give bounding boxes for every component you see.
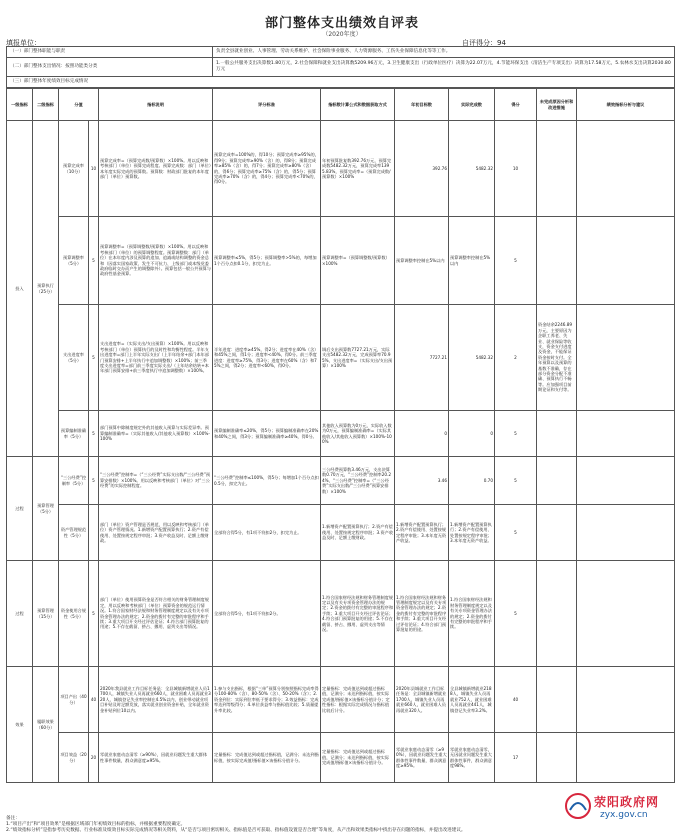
reason-cell (537, 733, 577, 783)
indicator-name: 项目效益（20分） (59, 733, 89, 783)
formula: 定量指标：完成值达到或超过指标值，记满分；未达到指标值，按实际完成值/指标值×该指标分值计分。 (321, 733, 395, 783)
reason-cell: 资金结余2246.89万元，主要原因为企职工养老、失业、就业保险等收支，资金支付进度及资金，不能保证资金按时支付。全年预算以及预算的基数不准确，存在部分资金分配不准确、预算执行不畅等。应加强项目前期论证和支付等。 (537, 305, 577, 411)
target-value: 零就业家庭动态清零（≥90%），因就业问题发生重大群体性事件数量，群众满意度≥95%。 (395, 733, 449, 783)
info-row (7, 47, 675, 58)
scoring-standard: “三公经费”控制率≤100%，得5分；每增加1个百分点扣0.5分，扣完为止。 (213, 457, 321, 505)
score-value: 5 (495, 217, 537, 305)
performance-table (6, 88, 675, 783)
table-row (7, 217, 675, 305)
info-label: （一）部门整体职能与职责 (7, 47, 213, 58)
actual-value: 0.70 (449, 457, 495, 505)
scoring-standard: 半年进度：进度率≥45%，得2分；进度率在40%（含）和45%之间，得1分；进度率<40%，得0分。前三季度进度：进度率≥75%，得3分；进度率在60%（含）和75%之间，得2分；进度率<60%，得0分。 (213, 305, 321, 411)
indicator-desc: 部门（单位）使用预算资金是否符合相关的财务管理制度规定，用以反映和考核部门（单位）预算资金的规范运行情况。1.符合国家财经法规和财务管理制度规定以及有关专项资金管理办法的规定；2.资金的拨付有完整的审批程序和手续；3.重大项目开支经过评估论证；4.符合部门预算批复的用途；5.不存在截留、挤占、挪用、虚列支出等情况。 (99, 561, 213, 667)
indicator-points: 40 (89, 667, 99, 733)
actual-value: 1.符合国家财经法规和财务管理制度规定以及有关专项资金管理办法的规定；2.资金的拨付有完整的审批程序和手续。 (449, 561, 495, 667)
col-header: 评分标准 (213, 89, 321, 121)
info-row (7, 77, 675, 88)
formula: 定量指标：完成值达到或超过指标值，记满分；未达到指标值，按实际完成值/指标值×该指标分值计分；定性指标：根据实际完成情况与指标值比较后计分。 (321, 667, 395, 733)
page-title: 部门整体支出绩效自评表 (264, 16, 419, 31)
indicator-name: 预算编制准确率（5分） (59, 411, 89, 457)
indicator-name: 项目产出（40分） (59, 667, 89, 733)
scoring-standard: 1.参与支出指标，根据“三单”预算分别按照指标完成率得分100-80%（含）、80-50%（含）、50-20%（含）；2.资金到位：实际到位率低于要求得分；3.效益指标：完成率达到等级得分；4.单位获益率与指标值比较；5.质量提升率比较。 (213, 667, 321, 733)
col-header: 指标数计算公式和数据获取方式 (321, 89, 395, 121)
actual-value: 5482.32 (449, 121, 495, 217)
col-header: 绩效指标分析与建议 (577, 89, 675, 121)
advice-cell (577, 305, 675, 411)
actual-value: 预算调整率控制在5%以内 (449, 217, 495, 305)
scoring-standard: 预算完成率=100%的，得10分；预算完成率≥95%的，得9分；预算完成率≥90%（含）的，得8分；预算完成率≥85%（含）的，得7分；预算完成率≥80%（含）的，得6分；预算完成率≥75%（含）的，得5分；预算完成率≥70%（含）的，得4分；预算完成率<70%的，得0分。 (213, 121, 321, 217)
score-value: 5 (495, 561, 537, 667)
unit-label: 填报单位： (6, 39, 41, 47)
scoring-standard: 预算编制准确率≤20%，得5分；预算编制准确率在20%和40%之间，得3分；预算编制准确率≥40%，得0分。 (213, 411, 321, 457)
scoring-standard: 定量指标：完成值达到或超过指标值，记满分；未达到指标值，按实际完成值/指标值×该指标分值计分。 (213, 733, 321, 783)
indicator-name: 预算完成率（10分） (59, 121, 89, 217)
formula: 预算调整率=（预算调整数/预算数）×100% (321, 217, 395, 305)
scoring-standard: 预算调整率≤5%，得5分；预算调整率>5%的，每增加1个百分点扣0.1分，扣完为止。 (213, 217, 321, 305)
reason-cell (537, 457, 577, 505)
advice-cell (577, 733, 675, 783)
target-value: 3.46 (395, 457, 449, 505)
formula: 年初预算批复数392.76万元，预算完成数5482.32万元，预算完成率1395.83%，预算完成率=（预算完成数/预算数）×100% (321, 121, 395, 217)
reason-cell (537, 121, 577, 217)
actual-value: 0 (449, 411, 495, 457)
level2-cell: 履职效果（60分） (33, 667, 59, 783)
scoring-standard: 全部符合得5分，有1项不符扣2分。 (213, 561, 321, 667)
score-value: 5 (495, 457, 537, 505)
indicator-points: 5 (89, 457, 99, 505)
info-row (7, 58, 675, 77)
level2-cell: 预算管理（15分） (33, 561, 59, 667)
indicator-points: 5 (89, 411, 99, 457)
actual-value: 5482.32 (449, 305, 495, 411)
col-header: 二级指标 (33, 89, 59, 121)
info-value: 负责全县就业创业、人事管理、劳动关系维护、社会保险事业服务、人力资源服务、工伤失业保障信息化等等工作。 (213, 47, 675, 58)
note-item: 1.“项目产出”和“项目效果”是根据区域部门年初绩效目标的指标，并根据重要程度确定。 (6, 822, 186, 827)
indicator-points: 5 (89, 217, 99, 305)
target-value: 392.76 (395, 121, 449, 217)
actual-value: 1.新增资产配置预算执行；2.资产有偿使用、处置按规定程序审批；3.本年度无资产收益。 (449, 505, 495, 561)
advice-cell (577, 505, 675, 561)
target-value: 1.新增资产配置预算执行；2.资产有偿使用、处置按规定程序审批；3.本年度无资产收益。 (395, 505, 449, 561)
advice-cell (577, 411, 675, 457)
col-header: 一级指标 (7, 89, 33, 121)
level1-cell: 过程 (7, 561, 33, 667)
level2-cell: 预算管理（5分） (33, 457, 59, 561)
table-header-row (7, 89, 675, 121)
score-value: 40 (495, 667, 537, 733)
notes-block (6, 816, 566, 834)
score-value: 2 (495, 305, 537, 411)
reason-cell (537, 561, 577, 667)
info-label: （三）部门整体年度绩效目标完成情况 (7, 77, 675, 88)
indicator-desc: 部门（单位）资产管理是否规范，用以反映和考核部门（单位）资产管理情况。1.新增资产配置预算执行；2.资产有偿使用、处置按规定程序审批；3.资产收益及时、足额上缴财政。 (99, 505, 213, 561)
indicator-desc: 零就业家庭动态清零（≥90%），因就业问题发生重大群体性事件数量，群众满意度≥95%。 (99, 733, 213, 783)
reason-cell (537, 411, 577, 457)
watermark-name: 荥阳政府网 (594, 795, 660, 809)
level1-cell: 投入 (7, 121, 33, 457)
target-value: 0 (395, 411, 449, 457)
indicator-points: 5 (89, 561, 99, 667)
col-header: 实际完成数 (449, 89, 495, 121)
indicator-desc: 部门预算中除制度规定外的其他收入预算与实际差异率。预算编制准确率=（实际其他收入/其他收入预算数）×100%-100% (99, 411, 213, 457)
info-value: 1.一般公共服务支出决算数1.80万元，2.社会保障和就业支出决算数5209.96万元，3.卫生健康支出（行政单位医疗）决算为22.07万元，4.节能环保支出（清洁生产专项支出）决算为17.58万元，5.农林水支出决算2030.80万元 (213, 58, 675, 77)
formula: 1.新增资产配置预算执行；2.资产有偿使用、处置按规定程序审批；3.资产收益及时、足额上缴财政。 (321, 505, 395, 561)
col-header: 未完成原因分析和改进措施 (537, 89, 577, 121)
table-row (7, 411, 675, 457)
indicator-name: 资产管理规范性（5分） (59, 505, 89, 561)
target-value: 7727.21 (395, 305, 449, 411)
target-value: 2020年县城就业工作目标任务是：全县城镇新增就业1700人，城镇失业人员再就业660人，就业困难人员再就业320人。 (395, 667, 449, 733)
table-row (7, 561, 675, 667)
table-row (7, 457, 675, 505)
indicator-desc: 支出进度率=（实际支出/支出预算）×100%。用以反映和考核部门（单位）预算执行的及时性和均衡性程度。半年支出进度率=部门上半年实际支出/（上半年结余+部门本年部门预算安排+上半年执行中追加调整数）×100%；前三季度支出进度率=部门前三季度实际支出/（上年结余结转+本年部门预算安排+前三季度执行中追加调整数）×100%。 (99, 305, 213, 411)
actual-value: 全县城镇新增就业2188人，城镇失业人员再就业752人，就业困难人员再就业441人，城镇登记失业率3.2%。 (449, 667, 495, 733)
score-value: 17 (495, 733, 537, 783)
advice-cell (577, 667, 675, 733)
indicator-points: 10 (89, 121, 99, 217)
indicator-desc: 预算完成率=（预算完成数/预算数）×100%。用以反映和考核部门（单位）预算完成程度。预算完成数：部门（单位）本年度实际完成的预算数。预算数：财政部门批复的本年度部门（单位）预算数。 (99, 121, 213, 217)
table-row (7, 305, 675, 411)
advice-cell (577, 457, 675, 505)
info-table (6, 46, 675, 88)
col-header: 得分 (495, 89, 537, 121)
advice-cell (577, 561, 675, 667)
formula: 调后支出预算数7727.21万元，实际支出5482.32万元，完成预算率70.95%，支出进度率=（实际支出/支出预算）×100% (321, 305, 395, 411)
formula: 三公经费预算数3.46万元，支出决算数0.70万元，“三公经费”控制率20.24%，“三公经费”控制率=（“三公经费”实际支出数/“三公经费”预算安排数）×100% (321, 457, 395, 505)
reason-cell (537, 505, 577, 561)
advice-cell (577, 217, 675, 305)
scoring-standard: 全部符合得5分，有1项不符扣2分，扣完为止。 (213, 505, 321, 561)
target-value: 预算调整率控制在5%以内 (395, 217, 449, 305)
col-header: 分值 (59, 89, 99, 121)
page-subtitle: （2020年度） (322, 31, 362, 38)
advice-cell (577, 121, 675, 217)
indicator-desc: 2020年我县就业工作目标任务是：全县城镇新增就业人员1700人，城镇失业人员再就业660人，就业困难人员再就业320人，城镇登记失业率控制在4.5%以内，创业带动就业项目补贴及时足额发放，落实就业创业资金补贴，全年就业资金补贴到位10以内。 (99, 667, 213, 733)
indicator-desc: 预算调整率=（预算调整数/预算数）×100%。用以反映和考核部门（单位）的预算调整程度。预算调整数：部门（单位）在本年度内涉及预算的追加、追减或结构调整的资金总和（因落实国家政策、发生不可抗力、上级部门或本级党委政府临时交办而产生的调整除外）。预算包括一般公共预算与政府性基金预算。 (99, 217, 213, 305)
info-label: （二）部门整体支出情况：按照功能类分类 (7, 58, 213, 77)
target-value: 1.符合国家财经法规和财务管理制度规定以及有关专项资金管理办法的规定；2.资金的拨付有完整的审批程序和手续；3.重大项目开支经过评估论证；4.符合部门预算批复的用途。 (395, 561, 449, 667)
score-value: 10 (495, 121, 537, 217)
notes-title: 备注： (6, 816, 20, 821)
level1-cell: 效果 (7, 667, 33, 783)
self-score: 自评得分：94 (462, 39, 506, 47)
table-row (7, 667, 675, 733)
level2-cell: 预算执行（25分） (33, 121, 59, 457)
indicator-name: “三公经费”控制率（5分） (59, 457, 89, 505)
score-value: 5 (495, 411, 537, 457)
reason-cell (537, 667, 577, 733)
formula: 1.符合国家财经法规和财务管理制度规定以及有关专项资金管理办法的规定；2.资金的拨付有完整的审批程序和手续；3.重大项目开支经过评估论证；4.符合部门预算批复的用途；5.不存在截留、挤占、挪用、虚列支出等情况。 (321, 561, 395, 667)
indicator-points: 20 (89, 733, 99, 783)
actual-value: 零就业家庭动态清零，无因就业问题发生重大群体性事件，群众满意度98%。 (449, 733, 495, 783)
indicator-points: 5 (89, 305, 99, 411)
indicator-points (89, 505, 99, 561)
reason-cell (537, 217, 577, 305)
indicator-name: 预算调整率（5分） (59, 217, 89, 305)
indicator-name: 支出进度率（5分） (59, 305, 89, 411)
table-row (7, 505, 675, 561)
score-value: 5 (495, 505, 537, 561)
indicator-desc: “三公经费”控制率=（“三公经费”实际支出数/“三公经费”预算安排数）×100%。用以反映和考核部门（单位）对“三公经费”的实际控制程度。 (99, 457, 213, 505)
note-item: 2.“绩效指标分析”是指参考历史数据、行业标准及绩效目标实际完成情况等相关资料，从“是否与项目密切相关、指标值是否可获取、指标值设置是否合理”等角度，从产出和效果类指标中找出存在问题的指标，并提出改进建议。 (6, 828, 466, 833)
table-row (7, 733, 675, 783)
indicator-name: 资金使用合规性（5分） (59, 561, 89, 667)
formula: 其他收入预算数为0万元，实际收入数为0万元，预算编制准确率=（实际其他收入/其他收入预算数）×100%-100% (321, 411, 395, 457)
table-row (7, 121, 675, 217)
watermark-url: zyx.gov.cn (600, 810, 648, 820)
level1-cell: 过程 (7, 457, 33, 561)
col-header: 年初目标数 (395, 89, 449, 121)
col-header: 指标说明 (99, 89, 213, 121)
